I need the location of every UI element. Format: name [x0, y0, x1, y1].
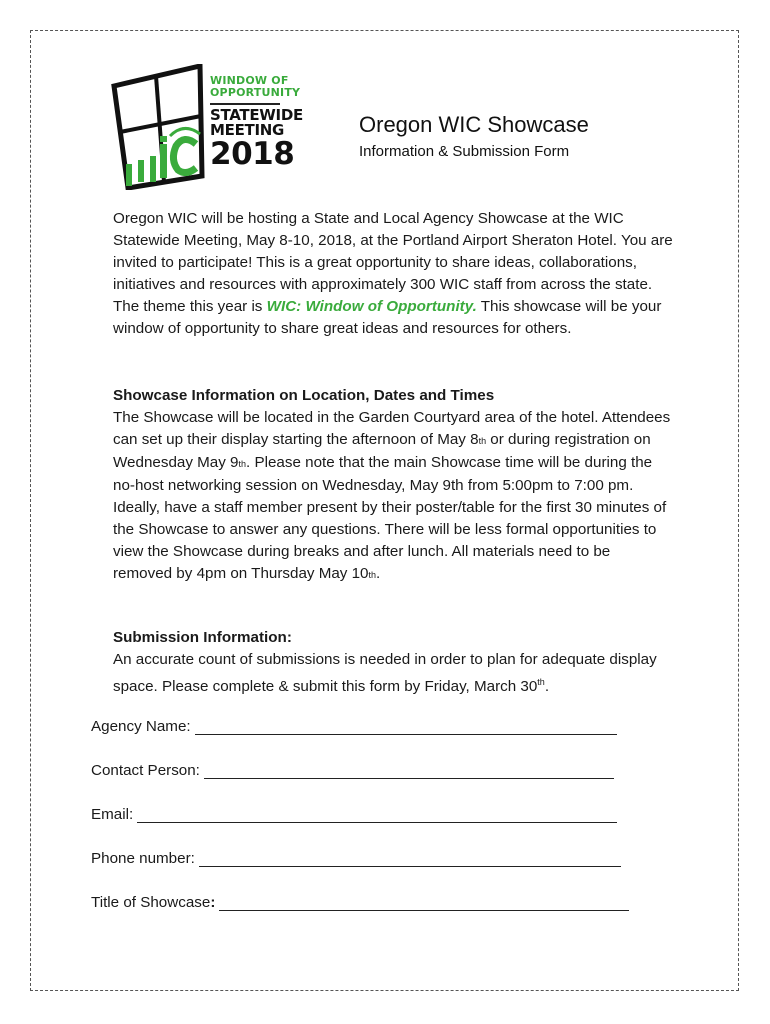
agency-name-label: Agency Name: — [91, 718, 191, 735]
showcase-text-1: The Showcase will be located in the Garden Courtyard area of the hotel. Attendees can set up their display starting the afternoon of May 8 — [113, 409, 671, 448]
ordinal-suffix: th — [238, 459, 247, 469]
logo-line-opportunity: OPPORTUNITY — [210, 86, 301, 99]
logo-wordmark — [210, 75, 303, 170]
email-field[interactable] — [91, 806, 617, 823]
intro-text-after: This showcase will be your window of opportunity to share great ideas and resources for others. — [113, 298, 662, 337]
intro-paragraph — [113, 208, 673, 340]
ordinal-suffix: th — [368, 570, 377, 580]
logo-line-year: 2018 — [210, 136, 295, 172]
showcase-info-heading: Showcase Information on Location, Dates and Times — [113, 387, 495, 404]
showcase-title-label: Title of Showcase — [91, 894, 211, 911]
submission-info-heading: Submission Information: — [113, 629, 292, 646]
contact-person-field[interactable] — [91, 762, 614, 779]
contact-person-input-line[interactable] — [204, 764, 614, 779]
submission-text-end: . — [544, 678, 550, 696]
ordinal-suffix: th — [478, 436, 487, 446]
agency-name-field[interactable] — [91, 718, 617, 735]
intro-text-before: Oregon WIC will be hosting a State and Local Agency Showcase at the WIC Statewide Meeting, May 8-10, 2018, at the Portland Airport Sheraton Hotel. You are invited to participate! This is a great opportunity to share ideas, collaborations, initiatives and resources with approximately 300 WIC staff from across the state. The theme this year is — [113, 210, 673, 315]
email-label: Email: — [91, 806, 134, 823]
email-input-line[interactable] — [137, 808, 617, 823]
phone-number-field[interactable] — [91, 850, 621, 867]
logo-divider — [210, 103, 280, 105]
showcase-text-2: or during registration on Wednesday May 9 — [113, 431, 651, 471]
ordinal-suffix: th — [537, 677, 545, 687]
showcase-text-4: . — [376, 565, 381, 582]
page-title: Oregon WIC Showcase — [359, 112, 589, 137]
phone-number-label: Phone number: — [91, 850, 195, 867]
showcase-title-colon: : — [210, 894, 216, 911]
showcase-text-3: . Please note that the main Showcase time will be during the no-host networking session on Wednesday, May 9th from 5:00pm to 7:00 pm. Ideally, have a staff member present by their poster/table for the first 30 minutes of the Showcase to answer any questions. There will be less formal opportunities to view the Showcase during breaks and after lunch. All materials need to be removed by 4pm on Thursday May 10 — [113, 454, 667, 582]
submission-text: An accurate count of submissions is needed in order to plan for adequate display space. Please complete & submit this form by Friday, March 30 — [113, 651, 657, 696]
showcase-title-input-line[interactable] — [219, 896, 629, 911]
logo-line-statewide: STATEWIDE — [210, 106, 303, 124]
contact-person-label: Contact Person: — [91, 762, 200, 779]
phone-number-input-line[interactable] — [199, 852, 621, 867]
submission-info-section — [113, 627, 673, 698]
page-subtitle: Information & Submission Form — [359, 143, 570, 160]
agency-name-input-line[interactable] — [195, 720, 617, 735]
logo-line-meeting: MEETING — [210, 121, 284, 139]
logo-line-window: WINDOW OF — [210, 74, 289, 87]
showcase-info-section — [113, 385, 673, 586]
theme-text: WIC: Window of Opportunity. — [266, 298, 477, 315]
showcase-title-field[interactable] — [91, 894, 629, 911]
